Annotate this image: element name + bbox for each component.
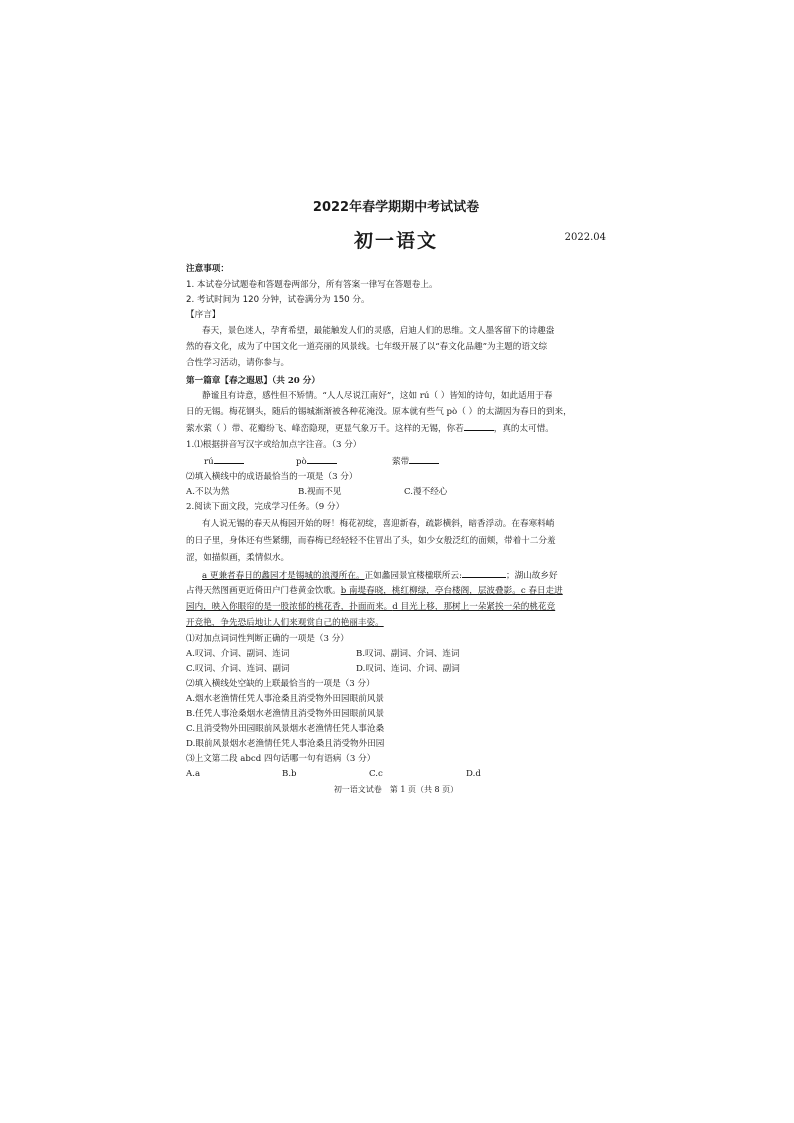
- question-2-3-stem: ⑶上文第二段 abcd 四句话哪一句有语病（3 分）: [186, 754, 376, 764]
- option-d: D.眼前风景烟水老渔情任凭人事沧桑且消受物外田园: [186, 739, 385, 749]
- notice-item: 2. 考试时间为 120 分钟，试卷满分为 150 分。: [186, 295, 370, 305]
- chapter-line: [186, 421, 554, 436]
- option-b: B.任凭人事沧桑烟水老渔情且消受物外田园眼前风景: [186, 709, 385, 719]
- chapter-heading: 第一篇章【春之遐思】（共 20 分）: [186, 376, 320, 386]
- option-c: C.叹词、介词、连词、副词: [186, 664, 290, 674]
- chapter-line-text: 萦水萦（ ）带、花瓣纷飞、峰峦隐现，更显气象万千。这样的无锡，你若: [186, 424, 464, 434]
- option-a: A.a: [186, 769, 201, 779]
- option-b: B.视而不见: [298, 487, 342, 497]
- sentence-a: a 更兼者春日的蠡园才是锡城的浪漫所在。: [202, 571, 365, 581]
- chapter-line: 日的无锡。梅花钢头，随后的锡城渐渐被各种花淹没。原本就有些气 pò（ ）的太湖因为春日的到来，: [186, 407, 572, 417]
- fill-rú: rú: [204, 454, 244, 469]
- question-2-2-stem: ⑵填入横线处空缺的上联最恰当的一项是（3 分）: [186, 679, 375, 689]
- passage-line: a 更兼者春日的蠡园才是锡城的浪漫所在。正如蠡园景宜楼楹联所云: ；湖山故乡好: [186, 568, 558, 583]
- preface-line: 然的春文化，成为了中国文化一道亮丽的风景线。七年级开展了以“春文化品趣”为主题的语文综: [186, 342, 548, 352]
- answer-blank: [409, 454, 439, 464]
- question-2-1-stem: ⑴对加点词词性判断正确的一项是（3 分）: [186, 634, 349, 644]
- passage-line: 占得天然图画更近倚田户门巷黄金饮歌。b 南堤春晓，桃红柳绿，亭台楼阁，层波叠影。c 春日走进: [186, 586, 563, 596]
- fill-pò: pò: [296, 454, 337, 469]
- answer-blank: [214, 454, 244, 464]
- option-a: A.不以为然: [186, 487, 230, 497]
- option-b: B.b: [282, 769, 297, 779]
- passage-line: 园内，映入你眼帘的是一股浓郁的桃花香，扑面而来。d 目光上移，那树上一朵紧挨一朵的桃花竞: [186, 602, 556, 612]
- notice-item: 1. 本试卷分试题卷和答题卷两部分，所有答案一律写在答题卷上。: [186, 280, 438, 290]
- passage-line: 有人说无锡的春天从梅园开始的呀！梅花初绽，喜迎新春，疏影横斜，暗香浮动。在春寒料峭: [202, 519, 555, 529]
- fill-萦带: 萦带: [392, 454, 439, 469]
- preface-line: 合性学习活动，请你参与。: [186, 358, 290, 368]
- passage-line: 的日子里，身体还有些紧绷，而春梅已经轻轻不住冒出了头，如少女般泛红的面颊，带着十二分羞: [186, 536, 556, 546]
- question-1-stem: 1.⑴根据拼音写汉字或给加点字注音。（3 分）: [186, 440, 362, 450]
- option-d: D.d: [466, 769, 481, 779]
- sentence-c: c 春日走进: [520, 586, 563, 596]
- answer-blank: [307, 454, 337, 464]
- option-c: C.且消受物外田园眼前风景烟水老渔情任凭人事沧桑: [186, 724, 385, 734]
- question-1-2-stem: ⑵填入横线中的成语最恰当的一项是（3 分）: [186, 472, 358, 482]
- exam-date: 2022.04: [564, 232, 606, 243]
- option-a: A.烟水老渔情任凭人事沧桑且消受物外田园眼前风景: [186, 694, 385, 704]
- page-footer: 初一语文试卷 第 1 页（共 8 页）: [333, 785, 459, 794]
- preface-heading: 【序言】: [186, 310, 221, 320]
- passage-line: 涩，如描似画，柔情似水。: [186, 553, 290, 563]
- option-c: C.c: [369, 769, 383, 779]
- sentence-b: b 南堤春晓，桃红柳绿，亭台楼阁，层波叠影。: [340, 586, 521, 596]
- option-c: C.漫不经心: [404, 487, 448, 497]
- passage-line: 开竞艳，争先恐后地让人们来观赏自己的艳丽丰姿。: [186, 618, 384, 628]
- option-a: A.叹词、介词、副词、连词: [186, 649, 290, 659]
- exam-title: 2022年春学期期中考试试卷: [312, 200, 480, 215]
- option-d: D.叹词、连词、介词、副词: [356, 664, 460, 674]
- sentence-d: d 目光上移，那树上一朵紧挨一朵的桃花竞: [392, 602, 556, 612]
- subject-title: 初一语文: [353, 230, 438, 252]
- answer-blank: [462, 568, 506, 578]
- answer-blank: [464, 421, 494, 431]
- chapter-line: 静谧且有诗意，感性但不矫情。“人人尽说江南好”，这如 rú（ ）皆知的诗句，如此适用于春: [202, 391, 553, 401]
- preface-line: 春天，景色迷人，孕育希望，最能触发人们的灵感，启迪人们的思维。文人墨客留下的诗趣盎: [202, 326, 555, 336]
- chapter-line-end: ，真的太可惜。: [493, 424, 554, 434]
- option-b: B.叹词、副词、介词、连词: [356, 649, 460, 659]
- question-2-stem: 2.阅读下面文段，完成学习任务。（9 分）: [186, 502, 345, 512]
- notice-heading: 注意事项：: [186, 264, 229, 274]
